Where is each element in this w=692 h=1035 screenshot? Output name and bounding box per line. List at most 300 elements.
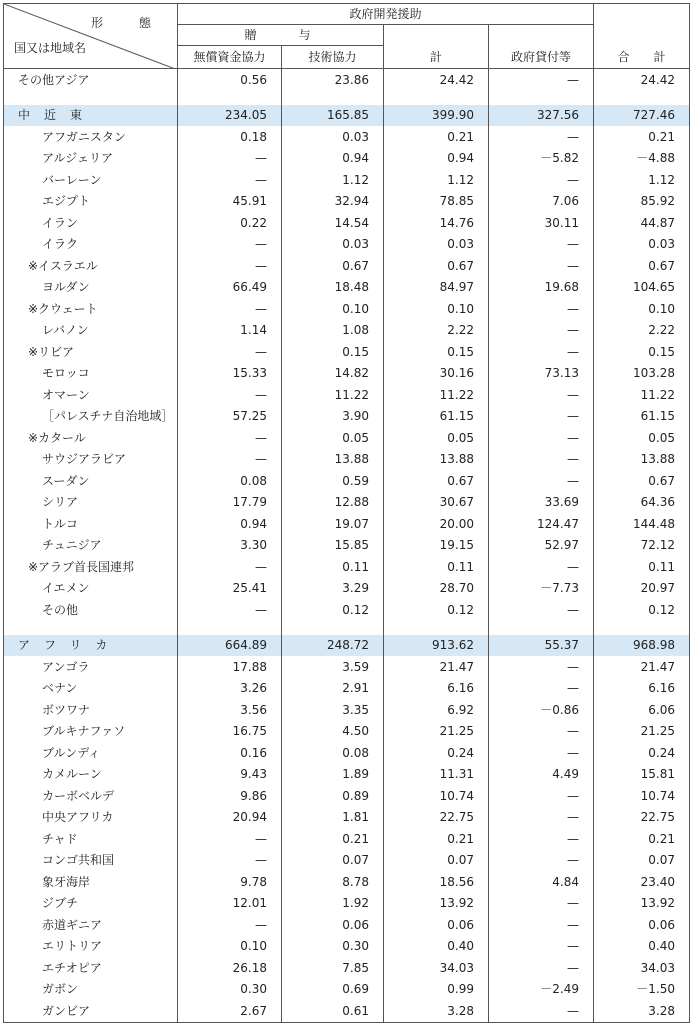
- loans-cell: —: [489, 785, 594, 807]
- grant-aid-cell: —: [178, 341, 282, 363]
- total-cell: 0.40: [594, 936, 690, 958]
- country-name: レバノン: [4, 320, 178, 342]
- tech-coop-cell: 1.12: [282, 169, 384, 191]
- region-row: [4, 635, 690, 657]
- total-cell: 0.67: [594, 255, 690, 277]
- total-cell: 21.47: [594, 656, 690, 678]
- table-row: [4, 556, 690, 578]
- loans-cell: —: [489, 169, 594, 191]
- spacer-cell: [489, 621, 594, 635]
- country-name: イエメン: [4, 578, 178, 600]
- total-cell: 3.28: [594, 1000, 690, 1022]
- country-name: ［パレスチナ自治地域］: [4, 406, 178, 428]
- tech-coop-cell: 7.85: [282, 957, 384, 979]
- table-row: [4, 126, 690, 148]
- subtotal-cell: 28.70: [384, 578, 489, 600]
- table-row: [4, 298, 690, 320]
- grant-aid-cell: 12.01: [178, 893, 282, 915]
- loans-cell: —: [489, 742, 594, 764]
- country-name: ガボン: [4, 979, 178, 1001]
- table-row: [4, 470, 690, 492]
- total-cell: 144.48: [594, 513, 690, 535]
- country-name: ヨルダン: [4, 277, 178, 299]
- subtotal-cell: 6.16: [384, 678, 489, 700]
- total-cell: －4.88: [594, 148, 690, 170]
- tech-coop-cell: 14.82: [282, 363, 384, 385]
- country-name: アルジェリア: [4, 148, 178, 170]
- loans-cell: —: [489, 69, 594, 91]
- table-row: [4, 699, 690, 721]
- tech-coop-cell: 3.29: [282, 578, 384, 600]
- subtotal-cell: 0.06: [384, 914, 489, 936]
- subtotal-cell: 0.10: [384, 298, 489, 320]
- region-name: 中近東: [4, 105, 178, 127]
- table-row: [4, 341, 690, 363]
- subtotal-cell: 399.90: [384, 105, 489, 127]
- table-row: [4, 785, 690, 807]
- subtotal-cell: 10.74: [384, 785, 489, 807]
- country-name: エリトリア: [4, 936, 178, 958]
- subtotal-cell: 20.00: [384, 513, 489, 535]
- tech-coop-cell: 1.08: [282, 320, 384, 342]
- grant-aid-cell: 234.05: [178, 105, 282, 127]
- total-cell: 0.24: [594, 742, 690, 764]
- subtotal-cell: 0.67: [384, 255, 489, 277]
- region-name: アフリカ: [4, 635, 178, 657]
- subtotal-cell: 0.40: [384, 936, 489, 958]
- subtotal-cell: 0.21: [384, 828, 489, 850]
- subtotal-cell: 30.67: [384, 492, 489, 514]
- country-name: コンゴ共和国: [4, 850, 178, 872]
- oda-header: 政府開発援助: [178, 4, 594, 25]
- loans-cell: 4.49: [489, 764, 594, 786]
- table-row: [4, 871, 690, 893]
- subtotal-cell: 913.62: [384, 635, 489, 657]
- tech-coop-cell: 0.61: [282, 1000, 384, 1022]
- country-name: カメルーン: [4, 764, 178, 786]
- grant-aid-cell: 0.22: [178, 212, 282, 234]
- table-row: [4, 936, 690, 958]
- table-body: [4, 69, 690, 1023]
- loans-cell: —: [489, 1000, 594, 1022]
- country-name: カーボベルデ: [4, 785, 178, 807]
- total-cell: 0.15: [594, 341, 690, 363]
- table-row: [4, 828, 690, 850]
- total-cell: 13.92: [594, 893, 690, 915]
- oda-table: [3, 3, 690, 1023]
- subtotal-cell: 0.03: [384, 234, 489, 256]
- table-row: [4, 69, 690, 91]
- subtotal-cell: 24.42: [384, 69, 489, 91]
- grant-aid-cell: 9.78: [178, 871, 282, 893]
- loans-cell: —: [489, 599, 594, 621]
- tech-coop-cell: 15.85: [282, 535, 384, 557]
- total-cell: 72.12: [594, 535, 690, 557]
- country-name: ※イスラエル: [4, 255, 178, 277]
- loans-cell: —: [489, 234, 594, 256]
- country-name: サウジアラビア: [4, 449, 178, 471]
- tech-coop-cell: 1.92: [282, 893, 384, 915]
- subtotal-cell: 0.21: [384, 126, 489, 148]
- tech-coop-header: 技術協力: [282, 46, 384, 69]
- subtotal-cell: 14.76: [384, 212, 489, 234]
- subtotal-cell: 0.24: [384, 742, 489, 764]
- loans-cell: —: [489, 320, 594, 342]
- total-cell: 6.06: [594, 699, 690, 721]
- grant-aid-cell: 3.26: [178, 678, 282, 700]
- grant-aid-cell: 9.43: [178, 764, 282, 786]
- table-row: [4, 764, 690, 786]
- total-cell: 0.11: [594, 556, 690, 578]
- total-cell: 85.92: [594, 191, 690, 213]
- tech-coop-cell: 0.11: [282, 556, 384, 578]
- subtotal-cell: 2.22: [384, 320, 489, 342]
- total-cell: 104.65: [594, 277, 690, 299]
- grant-aid-cell: 25.41: [178, 578, 282, 600]
- country-name: ベナン: [4, 678, 178, 700]
- country-name: ブルンディ: [4, 742, 178, 764]
- subtotal-cell: 61.15: [384, 406, 489, 428]
- spacer-row: [4, 91, 690, 105]
- grant-aid-cell: —: [178, 599, 282, 621]
- total-cell: 64.36: [594, 492, 690, 514]
- subtotal-cell: 21.25: [384, 721, 489, 743]
- total-cell: 0.10: [594, 298, 690, 320]
- table-row: [4, 914, 690, 936]
- grant-aid-cell: 1.14: [178, 320, 282, 342]
- country-name: ガンビア: [4, 1000, 178, 1022]
- table-row: [4, 599, 690, 621]
- country-name: ※アラブ首長国連邦: [4, 556, 178, 578]
- total-header: 合 計: [594, 4, 690, 69]
- total-cell: 2.22: [594, 320, 690, 342]
- table-row: [4, 513, 690, 535]
- total-cell: 34.03: [594, 957, 690, 979]
- loans-cell: －5.82: [489, 148, 594, 170]
- tech-coop-cell: 23.86: [282, 69, 384, 91]
- subtotal-header: 計: [384, 25, 489, 69]
- loans-cell: —: [489, 126, 594, 148]
- tech-coop-cell: 11.22: [282, 384, 384, 406]
- grant-aid-cell: —: [178, 148, 282, 170]
- total-cell: －1.50: [594, 979, 690, 1001]
- total-cell: 44.87: [594, 212, 690, 234]
- tech-coop-cell: 0.59: [282, 470, 384, 492]
- table-row: [4, 807, 690, 829]
- table-row: [4, 191, 690, 213]
- corner-diagonal: [4, 4, 178, 69]
- country-name: ボツワナ: [4, 699, 178, 721]
- country-name: エジプト: [4, 191, 178, 213]
- spacer-cell: [384, 91, 489, 105]
- grant-aid-cell: —: [178, 298, 282, 320]
- grant-aid-cell: 3.30: [178, 535, 282, 557]
- table-row: [4, 492, 690, 514]
- country-name: ※カタール: [4, 427, 178, 449]
- loans-cell: －0.86: [489, 699, 594, 721]
- total-cell: 20.97: [594, 578, 690, 600]
- loans-cell: —: [489, 893, 594, 915]
- loans-cell: －7.73: [489, 578, 594, 600]
- grant-aid-cell: —: [178, 850, 282, 872]
- grant-aid-cell: —: [178, 556, 282, 578]
- loans-cell: —: [489, 341, 594, 363]
- grant-aid-cell: 26.18: [178, 957, 282, 979]
- country-name: その他アジア: [4, 69, 178, 91]
- subtotal-cell: 0.12: [384, 599, 489, 621]
- form-label: 形 態: [90, 16, 163, 30]
- table-row: [4, 277, 690, 299]
- country-name: 象牙海岸: [4, 871, 178, 893]
- grant-aid-cell: —: [178, 384, 282, 406]
- loans-cell: 4.84: [489, 871, 594, 893]
- spacer-cell: [4, 621, 178, 635]
- country-name: ジブチ: [4, 893, 178, 915]
- table-row: [4, 234, 690, 256]
- tech-coop-cell: 3.35: [282, 699, 384, 721]
- subtotal-cell: 6.92: [384, 699, 489, 721]
- grant-aid-cell: 3.56: [178, 699, 282, 721]
- total-cell: 0.07: [594, 850, 690, 872]
- grant-aid-cell: 66.49: [178, 277, 282, 299]
- grant-aid-cell: 45.91: [178, 191, 282, 213]
- total-cell: 0.12: [594, 599, 690, 621]
- grant-aid-cell: —: [178, 255, 282, 277]
- table-row: [4, 578, 690, 600]
- grant-aid-cell: 0.08: [178, 470, 282, 492]
- subtotal-cell: 0.07: [384, 850, 489, 872]
- total-cell: 0.03: [594, 234, 690, 256]
- loans-cell: －2.49: [489, 979, 594, 1001]
- tech-coop-cell: 0.06: [282, 914, 384, 936]
- subtotal-cell: 0.15: [384, 341, 489, 363]
- tech-coop-cell: 0.30: [282, 936, 384, 958]
- tech-coop-cell: 14.54: [282, 212, 384, 234]
- tech-coop-cell: 248.72: [282, 635, 384, 657]
- tech-coop-cell: 0.12: [282, 599, 384, 621]
- grant-aid-cell: 17.79: [178, 492, 282, 514]
- grant-aid-cell: 0.16: [178, 742, 282, 764]
- table-row: [4, 384, 690, 406]
- tech-coop-cell: 1.81: [282, 807, 384, 829]
- grant-aid-cell: 0.18: [178, 126, 282, 148]
- country-name: モロッコ: [4, 363, 178, 385]
- table-row: [4, 363, 690, 385]
- total-cell: 727.46: [594, 105, 690, 127]
- total-cell: 1.12: [594, 169, 690, 191]
- table-row: [4, 535, 690, 557]
- tech-coop-cell: 0.69: [282, 979, 384, 1001]
- country-name: イラク: [4, 234, 178, 256]
- subtotal-cell: 84.97: [384, 277, 489, 299]
- subtotal-cell: 0.99: [384, 979, 489, 1001]
- subtotal-cell: 0.94: [384, 148, 489, 170]
- tech-coop-cell: 0.67: [282, 255, 384, 277]
- table-row: [4, 979, 690, 1001]
- subtotal-cell: 18.56: [384, 871, 489, 893]
- total-cell: 24.42: [594, 69, 690, 91]
- tech-coop-cell: 4.50: [282, 721, 384, 743]
- loans-cell: —: [489, 656, 594, 678]
- total-cell: 10.74: [594, 785, 690, 807]
- tech-coop-cell: 12.88: [282, 492, 384, 514]
- grant-aid-cell: 20.94: [178, 807, 282, 829]
- country-name: オマーン: [4, 384, 178, 406]
- loans-cell: —: [489, 957, 594, 979]
- table-row: [4, 850, 690, 872]
- loans-cell: 7.06: [489, 191, 594, 213]
- grant-aid-cell: 664.89: [178, 635, 282, 657]
- tech-coop-cell: 32.94: [282, 191, 384, 213]
- tech-coop-cell: 13.88: [282, 449, 384, 471]
- grant-aid-cell: 15.33: [178, 363, 282, 385]
- country-name: バーレーン: [4, 169, 178, 191]
- loans-cell: —: [489, 721, 594, 743]
- table-row: [4, 427, 690, 449]
- subtotal-cell: 11.22: [384, 384, 489, 406]
- grant-aid-header: 無償資金協力: [178, 46, 282, 69]
- tech-coop-cell: 0.89: [282, 785, 384, 807]
- country-name: イラン: [4, 212, 178, 234]
- loans-cell: —: [489, 850, 594, 872]
- loans-cell: —: [489, 556, 594, 578]
- total-cell: 61.15: [594, 406, 690, 428]
- total-cell: 103.28: [594, 363, 690, 385]
- spacer-cell: [594, 91, 690, 105]
- total-cell: 0.05: [594, 427, 690, 449]
- loans-cell: —: [489, 449, 594, 471]
- grant-aid-cell: —: [178, 449, 282, 471]
- grant-aid-cell: —: [178, 427, 282, 449]
- spacer-cell: [178, 91, 282, 105]
- table-row: [4, 449, 690, 471]
- table-row: [4, 255, 690, 277]
- loans-cell: —: [489, 807, 594, 829]
- grant-aid-cell: 0.94: [178, 513, 282, 535]
- grant-aid-cell: 0.30: [178, 979, 282, 1001]
- grant-aid-cell: —: [178, 914, 282, 936]
- tech-coop-cell: 3.59: [282, 656, 384, 678]
- grant-header: 贈 与: [178, 25, 384, 46]
- total-cell: 13.88: [594, 449, 690, 471]
- country-name: その他: [4, 599, 178, 621]
- subtotal-cell: 78.85: [384, 191, 489, 213]
- header-row-1: [4, 4, 690, 25]
- tech-coop-cell: 0.07: [282, 850, 384, 872]
- tech-coop-cell: 1.89: [282, 764, 384, 786]
- country-name: ブルキナファソ: [4, 721, 178, 743]
- loans-cell: —: [489, 298, 594, 320]
- total-cell: 0.21: [594, 126, 690, 148]
- tech-coop-cell: 165.85: [282, 105, 384, 127]
- loans-cell: —: [489, 384, 594, 406]
- loans-cell: 327.56: [489, 105, 594, 127]
- total-cell: 0.67: [594, 470, 690, 492]
- table-row: [4, 721, 690, 743]
- loans-cell: —: [489, 406, 594, 428]
- table-row: [4, 148, 690, 170]
- loans-cell: 33.69: [489, 492, 594, 514]
- table-row: [4, 957, 690, 979]
- country-name: チャド: [4, 828, 178, 850]
- region-row: [4, 105, 690, 127]
- tech-coop-cell: 3.90: [282, 406, 384, 428]
- country-name: 赤道ギニア: [4, 914, 178, 936]
- subtotal-cell: 21.47: [384, 656, 489, 678]
- loans-cell: —: [489, 936, 594, 958]
- grant-aid-cell: 16.75: [178, 721, 282, 743]
- total-cell: 968.98: [594, 635, 690, 657]
- spacer-cell: [384, 621, 489, 635]
- tech-coop-cell: 19.07: [282, 513, 384, 535]
- subtotal-cell: 0.67: [384, 470, 489, 492]
- spacer-cell: [594, 621, 690, 635]
- grant-aid-cell: 2.67: [178, 1000, 282, 1022]
- grant-aid-cell: —: [178, 234, 282, 256]
- table-row: [4, 742, 690, 764]
- subtotal-cell: 13.88: [384, 449, 489, 471]
- subtotal-cell: 0.11: [384, 556, 489, 578]
- grant-aid-cell: 9.86: [178, 785, 282, 807]
- table-row: [4, 678, 690, 700]
- subtotal-cell: 11.31: [384, 764, 489, 786]
- country-name: スーダン: [4, 470, 178, 492]
- spacer-row: [4, 621, 690, 635]
- total-cell: 6.16: [594, 678, 690, 700]
- grant-aid-cell: —: [178, 828, 282, 850]
- tech-coop-cell: 18.48: [282, 277, 384, 299]
- loans-cell: —: [489, 828, 594, 850]
- country-name: チュニジア: [4, 535, 178, 557]
- table-row: [4, 1000, 690, 1022]
- spacer-cell: [282, 91, 384, 105]
- country-name: 中央アフリカ: [4, 807, 178, 829]
- grant-aid-cell: 0.56: [178, 69, 282, 91]
- table-row: [4, 406, 690, 428]
- loans-cell: —: [489, 914, 594, 936]
- total-cell: 15.81: [594, 764, 690, 786]
- grant-aid-cell: 57.25: [178, 406, 282, 428]
- subtotal-cell: 13.92: [384, 893, 489, 915]
- total-cell: 0.06: [594, 914, 690, 936]
- corner-header: [4, 4, 178, 69]
- tech-coop-cell: 2.91: [282, 678, 384, 700]
- loans-cell: 52.97: [489, 535, 594, 557]
- subtotal-cell: 1.12: [384, 169, 489, 191]
- country-name: トルコ: [4, 513, 178, 535]
- spacer-cell: [4, 91, 178, 105]
- region-label: 国又は地域名: [14, 41, 87, 55]
- country-name: エチオピア: [4, 957, 178, 979]
- grant-aid-cell: 17.88: [178, 656, 282, 678]
- tech-coop-cell: 0.21: [282, 828, 384, 850]
- country-name: シリア: [4, 492, 178, 514]
- total-cell: 0.21: [594, 828, 690, 850]
- loans-cell: 124.47: [489, 513, 594, 535]
- tech-coop-cell: 8.78: [282, 871, 384, 893]
- loans-cell: 30.11: [489, 212, 594, 234]
- table-row: [4, 320, 690, 342]
- subtotal-cell: 0.05: [384, 427, 489, 449]
- country-name: アフガニスタン: [4, 126, 178, 148]
- loans-cell: 73.13: [489, 363, 594, 385]
- loans-cell: —: [489, 470, 594, 492]
- tech-coop-cell: 0.03: [282, 126, 384, 148]
- tech-coop-cell: 0.08: [282, 742, 384, 764]
- table-row: [4, 169, 690, 191]
- subtotal-cell: 34.03: [384, 957, 489, 979]
- country-name: ※クウェート: [4, 298, 178, 320]
